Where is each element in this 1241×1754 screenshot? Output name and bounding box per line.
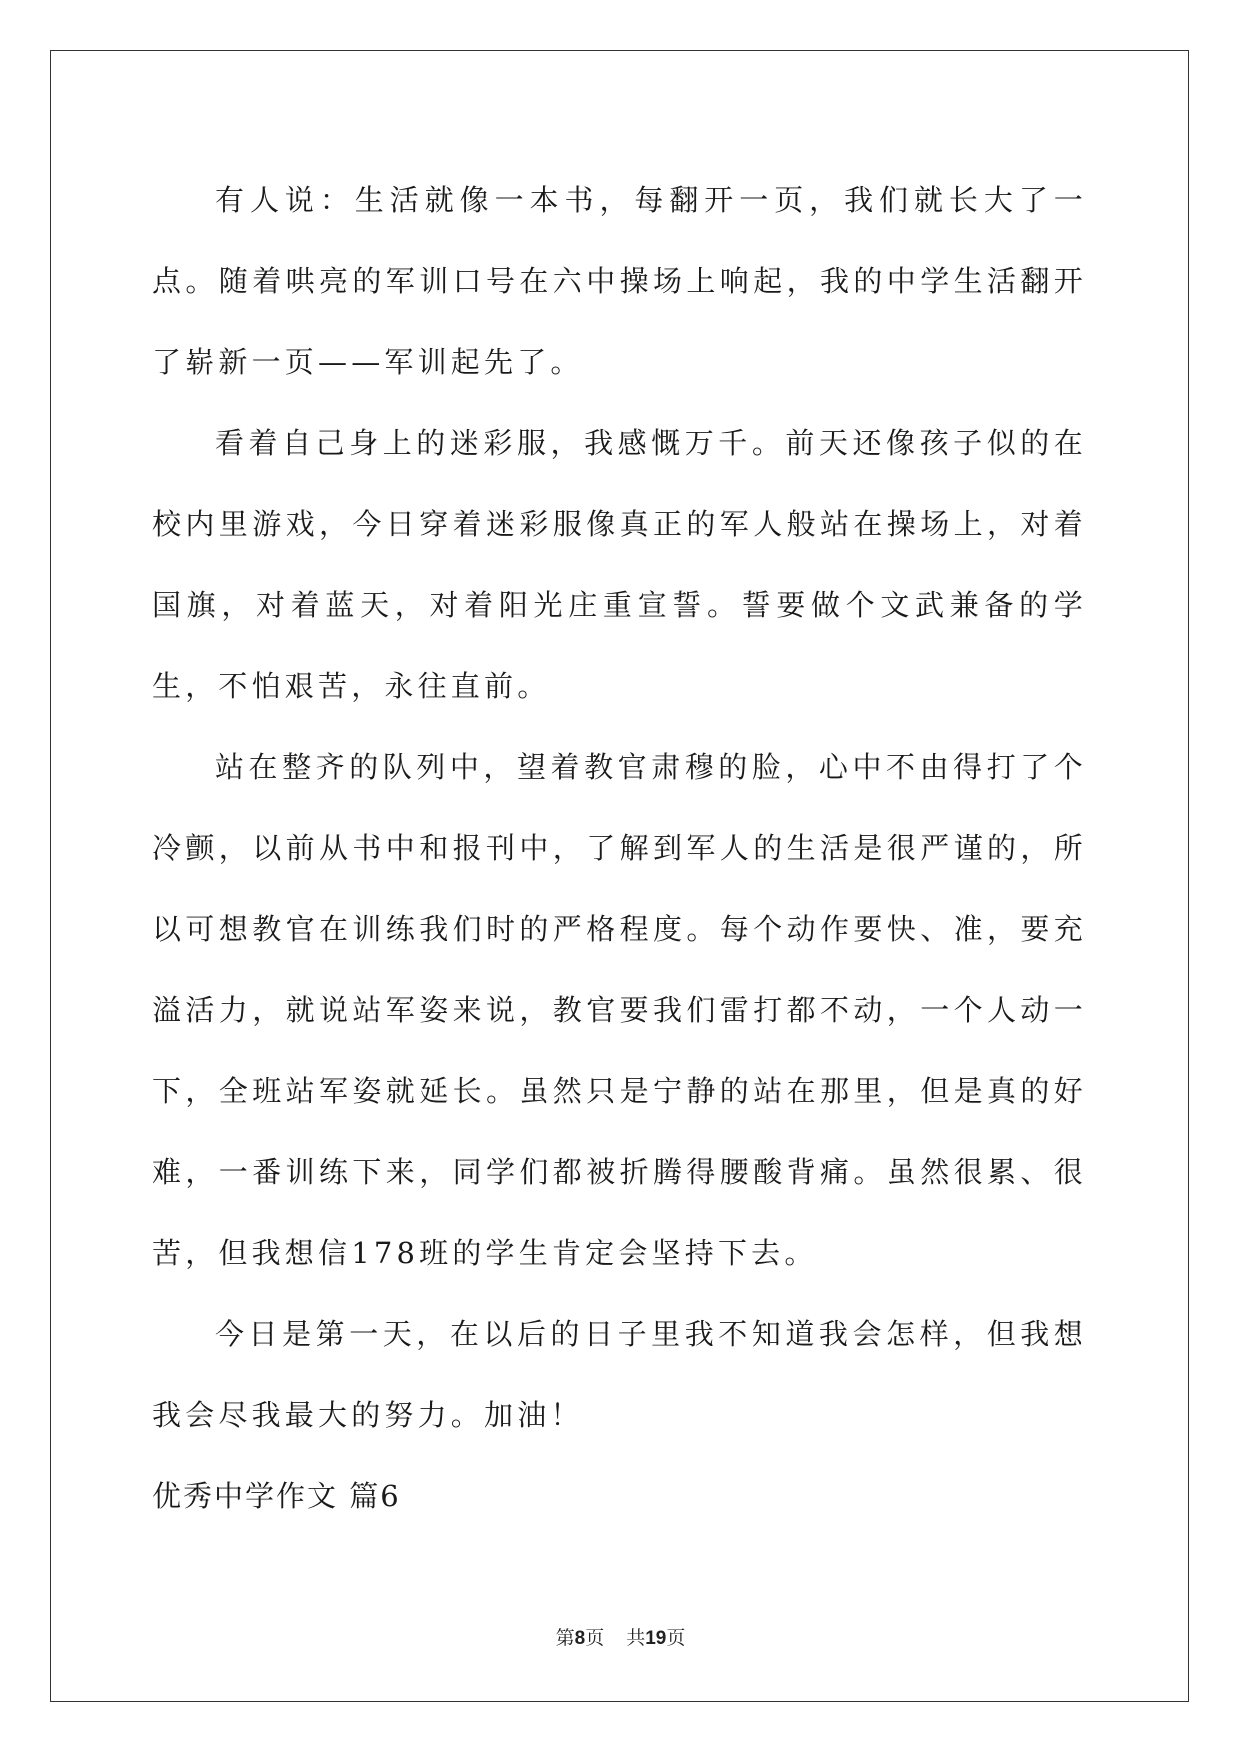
total-page-number: 19: [645, 1628, 667, 1649]
total-prefix: 共: [626, 1627, 646, 1649]
document-body: [152, 160, 1087, 1537]
paragraph-3: 站在整齐的队列中，望着教官肃穆的脸，心中不由得打了个冷颤，以前从书中和报刊中，了解到军人的生活是很严谨的，所以可想教官在训练我们时的严格程度。每个动作要快、准，要充溢活力，就说站军姿来说，教官要我们雷打都不动，一个人动一下，全班站军姿就延长。虽然只是宁静的站在那里，但是真的好难，一番训练下来，同学们都被折腾得腰酸背痛。虽然很累、很苦，但我想信178班的学生肯定会坚持下去。: [152, 750, 1087, 1270]
section-heading: 优秀中学作文 篇6: [152, 1479, 401, 1513]
paragraph-2: 看着自己身上的迷彩服，我感慨万千。前天还像孩子似的在校内里游戏，今日穿着迷彩服像真正的军人般站在操场上，对着国旗，对着蓝天，对着阳光庄重宣誓。誓要做个文武兼备的学生，不怕艰苦，永往直前。: [152, 426, 1087, 703]
paragraph-1: 有人说：生活就像一本书，每翻开一页，我们就长大了一点。随着哄亮的军训口号在六中操场上响起，我的中学生活翻开了崭新一页——军训起先了。: [152, 183, 1087, 379]
page-suffix: 页: [585, 1627, 605, 1649]
page-footer: [0, 1623, 1241, 1650]
paragraph-4: 今日是第一天，在以后的日子里我不知道我会怎样，但我想我会尽我最大的努力。加油！: [152, 1317, 1087, 1432]
current-page-number: 8: [574, 1628, 586, 1649]
total-suffix: 页: [666, 1627, 686, 1649]
page-prefix: 第: [555, 1627, 575, 1649]
